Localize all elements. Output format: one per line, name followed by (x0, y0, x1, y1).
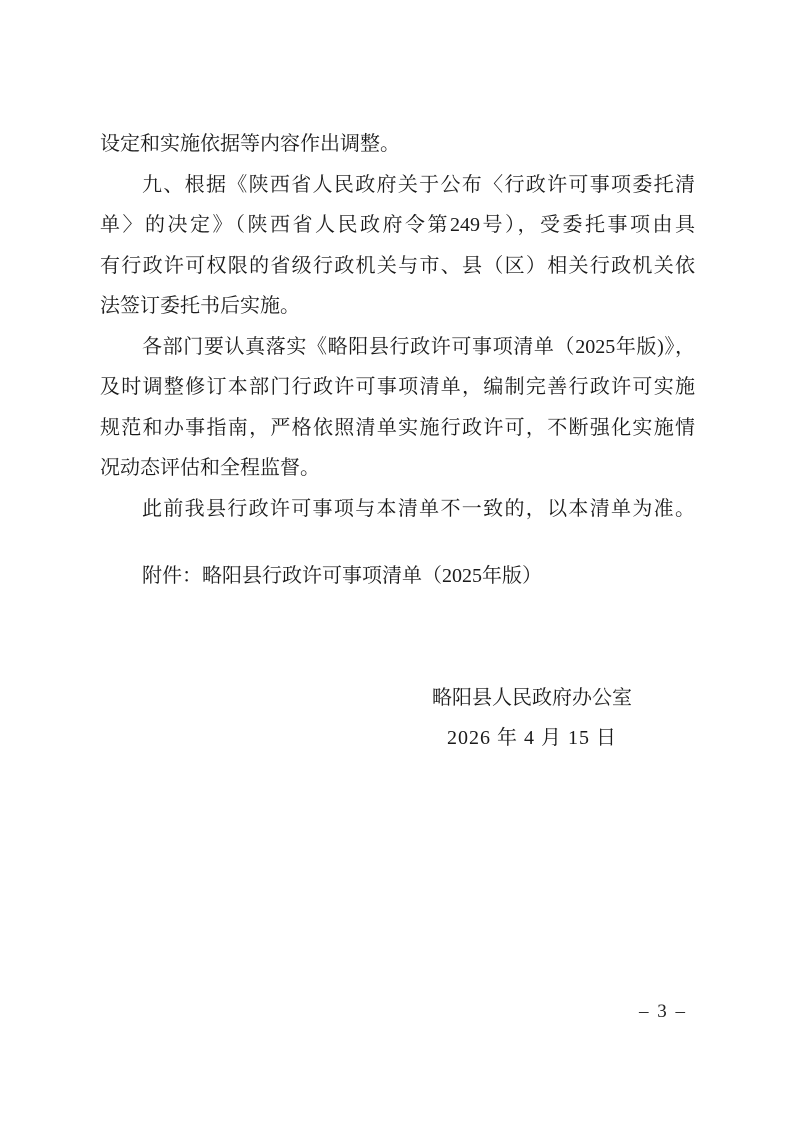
body-line: 有行政许可权限的省级行政机关与市、县（区）相关行政机关依 (100, 254, 695, 277)
body-line: 各部门要认真落实《略阳县行政许可事项清单（2025年版)》， (142, 335, 695, 358)
body-line: 及时调整修订本部门行政许可事项清单，编制完善行政许可实施 (100, 376, 695, 398)
body-line: 法签订委托书后实施。 (100, 295, 300, 317)
body-line: 规范和办事指南，严格依照清单实施行政许可，不断强化实施情 (100, 416, 695, 439)
signature-block (432, 678, 632, 759)
signature-date: 2026 年 4 月 15 日 (447, 727, 617, 749)
body-line: 附件：略阳县行政许可事项清单（2025年版） (142, 565, 542, 587)
body-line: 设定和实施依据等内容作出调整。 (100, 133, 400, 155)
body-line (100, 529, 695, 556)
body-line: 九、根据《陕西省人民政府关于公布〈行政许可事项委托清 (142, 173, 695, 196)
signature-office: 略阳县人民政府办公室 (432, 686, 632, 709)
page-number: – 3 – (639, 1001, 687, 1022)
body-line: 况动态评估和全程监督。 (100, 457, 320, 479)
body-line: 此前我县行政许可事项与本清单不一致的，以本清单为准。 (142, 497, 695, 520)
body-line: 单〉的决定》（陕西省人民政府令第249号），受委托事项由具 (100, 214, 695, 236)
